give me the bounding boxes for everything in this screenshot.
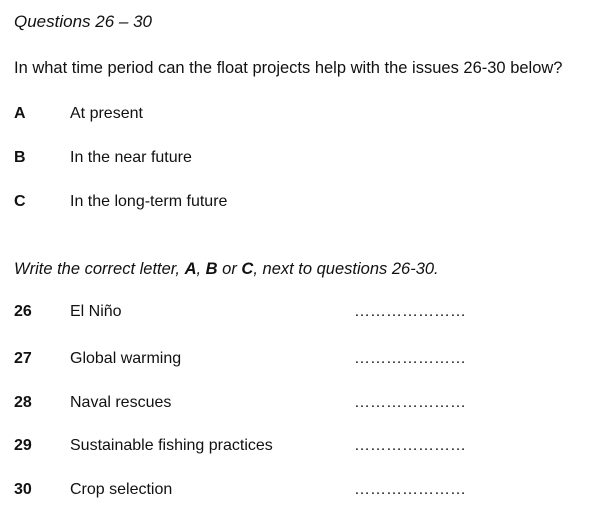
answer-blank-29[interactable]: ………………… [354,437,466,454]
question-text-27: Global warming [70,350,182,367]
option-text-a: At present [70,105,143,122]
instruction-sep-1: , [196,260,206,278]
option-letter-a: A [14,105,26,122]
option-letter-b: B [14,149,26,166]
question-number-27: 27 [14,350,32,367]
question-number-29: 29 [14,437,32,454]
instruction-letter-a: A [184,260,197,278]
answer-blank-27[interactable]: ………………… [354,350,466,367]
answer-blank-28[interactable]: ………………… [354,394,466,411]
instruction-pre: Write the correct letter, [14,260,185,278]
instruction-post: , next to questions 26-30. [253,260,439,278]
question-text-30: Crop selection [70,481,173,498]
question-prompt: In what time period can the float projects help with the issues 26-30 below? [14,59,563,77]
question-number-30: 30 [14,481,32,498]
instruction-text [14,260,439,279]
question-text-29: Sustainable fishing practices [70,437,273,454]
answer-blank-26[interactable]: ………………… [354,303,466,320]
question-number-26: 26 [14,303,32,320]
option-letter-c: C [14,193,26,210]
question-text-28: Naval rescues [70,394,172,411]
instruction-letter-b: B [205,260,218,278]
answer-blank-30[interactable]: ………………… [354,481,466,498]
question-text-26: El Niño [70,303,122,320]
instruction-letter-c: C [241,260,254,278]
question-number-28: 28 [14,394,32,411]
option-text-b: In the near future [70,149,192,166]
option-text-c: In the long-term future [70,193,228,210]
instruction-sep-2: or [217,260,242,278]
questions-heading: Questions 26 – 30 [14,12,152,31]
